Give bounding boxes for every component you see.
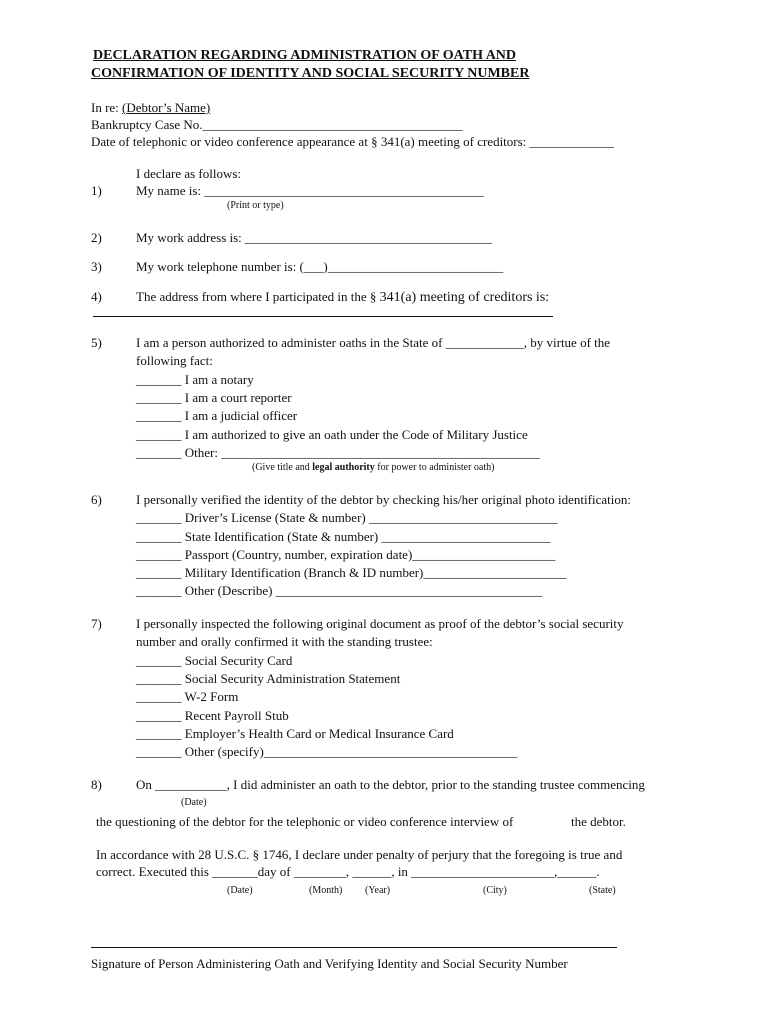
item-8-number: 8) [91,777,102,792]
option-passport[interactable]: _______ Passport (Country, number, expiration date)______________________ [136,547,556,562]
option-insurance-card[interactable]: _______ Employer’s Health Card or Medical Insurance Card [136,726,454,741]
intro-text: I declare as follows: [136,166,242,181]
authority-hint-c: for power to administer oath) [374,462,495,473]
case-number-field[interactable]: Bankruptcy Case No.________________________________________ [91,117,463,132]
option-ss-card[interactable]: _______ Social Security Card [136,653,293,668]
authority-hint-b: legal authority [312,462,375,473]
participation-address-field[interactable] [93,316,553,317]
option-payroll-stub[interactable]: _______ Recent Payroll Stub [136,708,289,723]
option-other-authority[interactable]: _______ Other: _________________________________________________ [136,445,540,460]
item-5-number: 5) [91,335,102,350]
page-title-line-1: DECLARATION REGARDING ADMINISTRATION OF OATH AND [93,48,517,63]
debtor-name-field[interactable]: (Debtor’s Name) [122,100,211,115]
in-re-label: In re: [91,100,123,115]
option-ssa-statement[interactable]: _______ Social Security Administration Statement [136,671,401,686]
hint-date: (Date) [227,885,253,896]
oath-date-field[interactable]: On ___________, I did administer an oath to the debtor, prior to the standing trustee commencing [136,777,645,792]
oath-date-hint: (Date) [181,797,207,808]
participation-address-label [136,289,549,306]
work-phone-field[interactable]: My work telephone number is: (___)___________________________ [136,259,504,274]
work-address-field[interactable]: My work address is: ______________________________________ [136,230,493,245]
hint-state: (State) [589,885,616,896]
item-2-number: 2) [91,230,102,245]
hint-city: (City) [483,885,507,896]
option-military-id[interactable]: _______ Military Identification (Branch & ID number)______________________ [136,565,567,580]
item-7-line-1: I personally inspected the following original document as proof of the debtor’s social security [136,616,624,631]
appearance-date-field[interactable]: Date of telephonic or video conference appearance at § 341(a) meeting of creditors: _____________ [91,134,615,149]
signature-label: Signature of Person Administering Oath and Verifying Identity and Social Security Number [91,956,568,971]
option-drivers-license[interactable]: _______ Driver’s License (State & number) _____________________________ [136,510,558,525]
item-6-number: 6) [91,492,102,507]
item-4-text-a: The address from where I participated in the § [136,289,380,304]
declaration-line-1: In accordance with 28 U.S.C. § 1746, I declare under penalty of perjury that the foregoing is true and [96,847,623,862]
option-court-reporter[interactable]: _______ I am a court reporter [136,390,292,405]
signature-line[interactable] [91,947,617,948]
option-w2[interactable]: _______ W-2 Form [136,689,239,704]
item-6-line-1: I personally verified the identity of the debtor by checking his/her original photo identification: [136,492,631,507]
authority-hint [252,462,494,474]
item-4-text-b: 341(a) meeting of creditors is: [379,290,550,305]
item-8-line-2a: the questioning of the debtor for the telephonic or video conference interview of [96,814,514,829]
authority-hint-a: (Give title and [252,462,313,473]
hint-month: (Month) [309,885,343,896]
page-title-line-2: CONFIRMATION OF IDENTITY AND SOCIAL SECURITY NUMBER [91,66,530,81]
option-other-id[interactable]: _______ Other (Describe) _________________________________________ [136,583,543,598]
name-field[interactable]: My name is: ___________________________________________ [136,183,484,198]
in-re-line [91,100,210,116]
execution-fields[interactable]: correct. Executed this _______day of ________, ______, in ______________________,______. [96,864,600,879]
option-judicial-officer[interactable]: _______ I am a judicial officer [136,408,298,423]
option-military-justice[interactable]: _______ I am authorized to give an oath under the Code of Military Justice [136,427,528,442]
item-5-line-2: following fact: [136,353,213,368]
oath-state-field[interactable]: I am a person authorized to administer oaths in the State of ____________, by virtue of the [136,335,611,350]
print-hint: (Print or type) [227,200,284,211]
item-7-line-2: number and orally confirmed it with the standing trustee: [136,634,433,649]
option-state-id[interactable]: _______ State Identification (State & number) __________________________ [136,529,551,544]
item-7-number: 7) [91,616,102,631]
option-other-document[interactable]: _______ Other (specify)_______________________________________ [136,744,518,759]
item-4-number: 4) [91,289,102,304]
item-8-line-2b: the debtor. [571,814,626,829]
item-1-number: 1) [91,183,102,198]
item-3-number: 3) [91,259,102,274]
option-notary[interactable]: _______ I am a notary [136,372,254,387]
hint-year: (Year) [365,885,391,896]
